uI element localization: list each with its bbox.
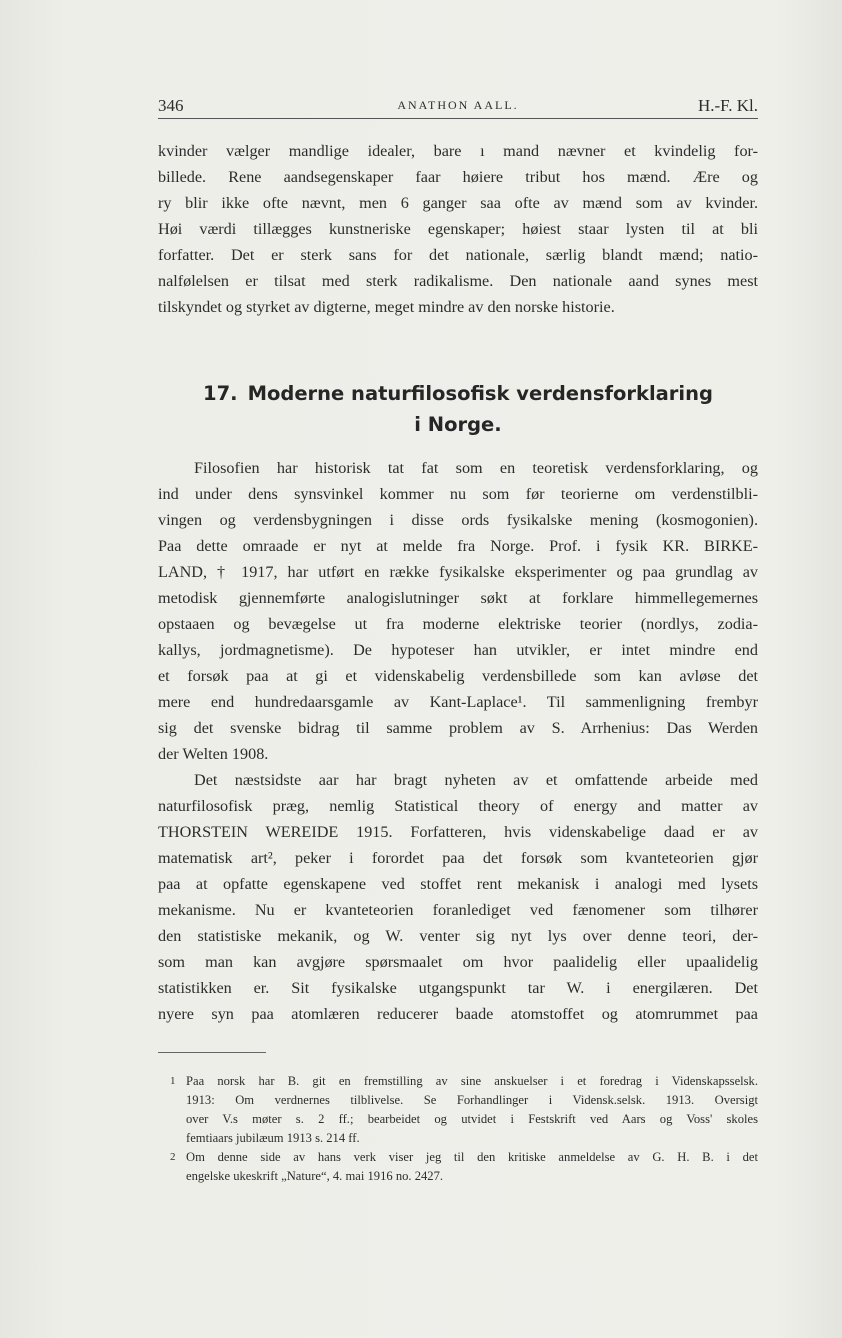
text-line: naturfilosofisk præg, nemlig Statistical theory of energy and matter av: [158, 797, 758, 815]
section-label: H.-F. Kl.: [697, 96, 758, 115]
footnote-2: [158, 1148, 758, 1167]
footnote-text: Om denne side av hans verk viser jeg til den kritiske anmeldelse av G. H. B. i det: [186, 1150, 758, 1164]
text-line: paa at opfatte egenskapene ved stoffet rent mekanisk i analogi med lysets: [158, 875, 758, 893]
text-line: forfatter. Det er sterk sans for det nationale, særlig blandt mænd; natio-: [158, 246, 758, 264]
text-line: Det næstsidste aar har bragt nyheten av et omfattende arbeide med: [194, 771, 758, 789]
footnote-line: 1913: Om verdnernes tilblivelse. Se Forhandlinger i Vidensk.selsk. 1913. Oversigt: [186, 1093, 758, 1107]
text-line: kvinder vælger mandlige idealer, bare ı mand nævner et kvindelig for-: [158, 142, 758, 160]
running-title: ANATHON AALL.: [397, 98, 519, 112]
text-line: statistikken er. Sit fysikalske utgangspunkt tar W. i energilæren. Det: [158, 979, 758, 997]
footnote-line: engelske ukeskrift „Nature“, 4. mai 1916 no. 2427.: [186, 1169, 444, 1183]
text-line: matematisk art², peker i forordet paa det forsøk som kvanteteorien gjør: [158, 849, 758, 867]
top-paragraph: [158, 138, 758, 320]
text-line: mere end hundredaarsgamle av Kant-Laplace¹. Til sammenligning frembyr: [158, 693, 758, 711]
text-line: den statistiske mekanik, og W. venter sig nyt lys over denne teori, der-: [158, 927, 758, 945]
text-line: ry blir ikke ofte nævnt, men 6 ganger saa ofte av mænd som av kvinder.: [158, 194, 758, 212]
text-line: opstaaen og bevægelse ut fra moderne elektriske teorier (nordlys, zodia-: [158, 615, 758, 633]
text-line: metodisk gjennemførte analogislutninger søkt at forklare himmellegemernes: [158, 589, 758, 607]
text-line: Høi værdi tillægges kunstneriske egenskaper; høiest staar lysten til at bli: [158, 220, 758, 238]
running-header: [158, 96, 758, 119]
text-line: et forsøk paa at gi et videnskabelig verdensbillede som kan avløse det: [158, 667, 758, 685]
text-line: mekanisme. Nu er kvanteteorien foranlediget ved fænomener som tilhører: [158, 901, 758, 919]
section-number: 17.: [203, 382, 238, 405]
text-line: Filosofien har historisk tat fat som en teoretisk verdensforklaring, og: [194, 459, 758, 477]
text-line: som man kan avgjøre spørsmaalet om hvor paalidelig eller upaalidelig: [158, 953, 758, 971]
section-heading: [158, 378, 758, 440]
text-line: billede. Rene aandsegenskaper faar høiere tribut hos mænd. Ære og: [158, 168, 758, 186]
footnote-divider: [158, 1052, 266, 1053]
footnote-text: Paa norsk har B. git en fremstilling av sine anskuelser i et foredrag i Videnskapsselsk.: [186, 1074, 758, 1088]
text-line: nalfølelsen er tilsat med sterk radikalisme. Den nationale aand synes mest: [158, 272, 758, 290]
text-line: THORSTEIN WEREIDE 1915. Forfatteren, hvis videnskabelige daad er av: [158, 823, 758, 841]
footnote-line: femtiaars jubilæum 1913 s. 214 ff.: [186, 1131, 360, 1145]
footnote-1: [158, 1072, 758, 1091]
footnote-mark: 1: [170, 1075, 176, 1087]
text-line: sig det svenske bidrag til samme problem av S. Arrhenius: Das Werden: [158, 719, 758, 737]
text-line: ind under dens synsvinkel kommer nu som før teorierne om verdenstilbli-: [158, 485, 758, 503]
text-line: tilskyndet og styrket av digterne, meget mindre av den norske historie.: [158, 298, 615, 316]
text-line: kallys, jordmagnetisme). De hypoteser han utvikler, er intet mindre end: [158, 641, 758, 659]
body-text: [158, 455, 758, 1027]
text-line: der Welten 1908.: [158, 745, 269, 763]
page-number: 346: [158, 96, 184, 115]
footnotes: [158, 1072, 758, 1186]
text-line: vingen og verdensbygningen i disse ords fysikalske mening (kosmogonien).: [158, 511, 758, 529]
section-title-line-2: i Norge.: [414, 413, 502, 436]
section-title-line-1: Moderne naturfilosofisk verdensforklaring: [247, 382, 713, 405]
text-line: LAND, † 1917, har utført en række fysikalske eksperimenter og paa grundlag av: [158, 563, 758, 581]
text-line: Paa dette omraade er nyt at melde fra Norge. Prof. i fysik KR. BIRKE-: [158, 537, 758, 555]
footnote-line: over V.s møter s. 2 ff.; bearbeidet og utvidet i Festskrift ved Aars og Voss' skoles: [186, 1112, 758, 1126]
text-line: nyere syn paa atomlæren reducerer baade atomstoffet og atomrummet paa: [158, 1005, 758, 1023]
footnote-mark: 2: [170, 1151, 176, 1163]
